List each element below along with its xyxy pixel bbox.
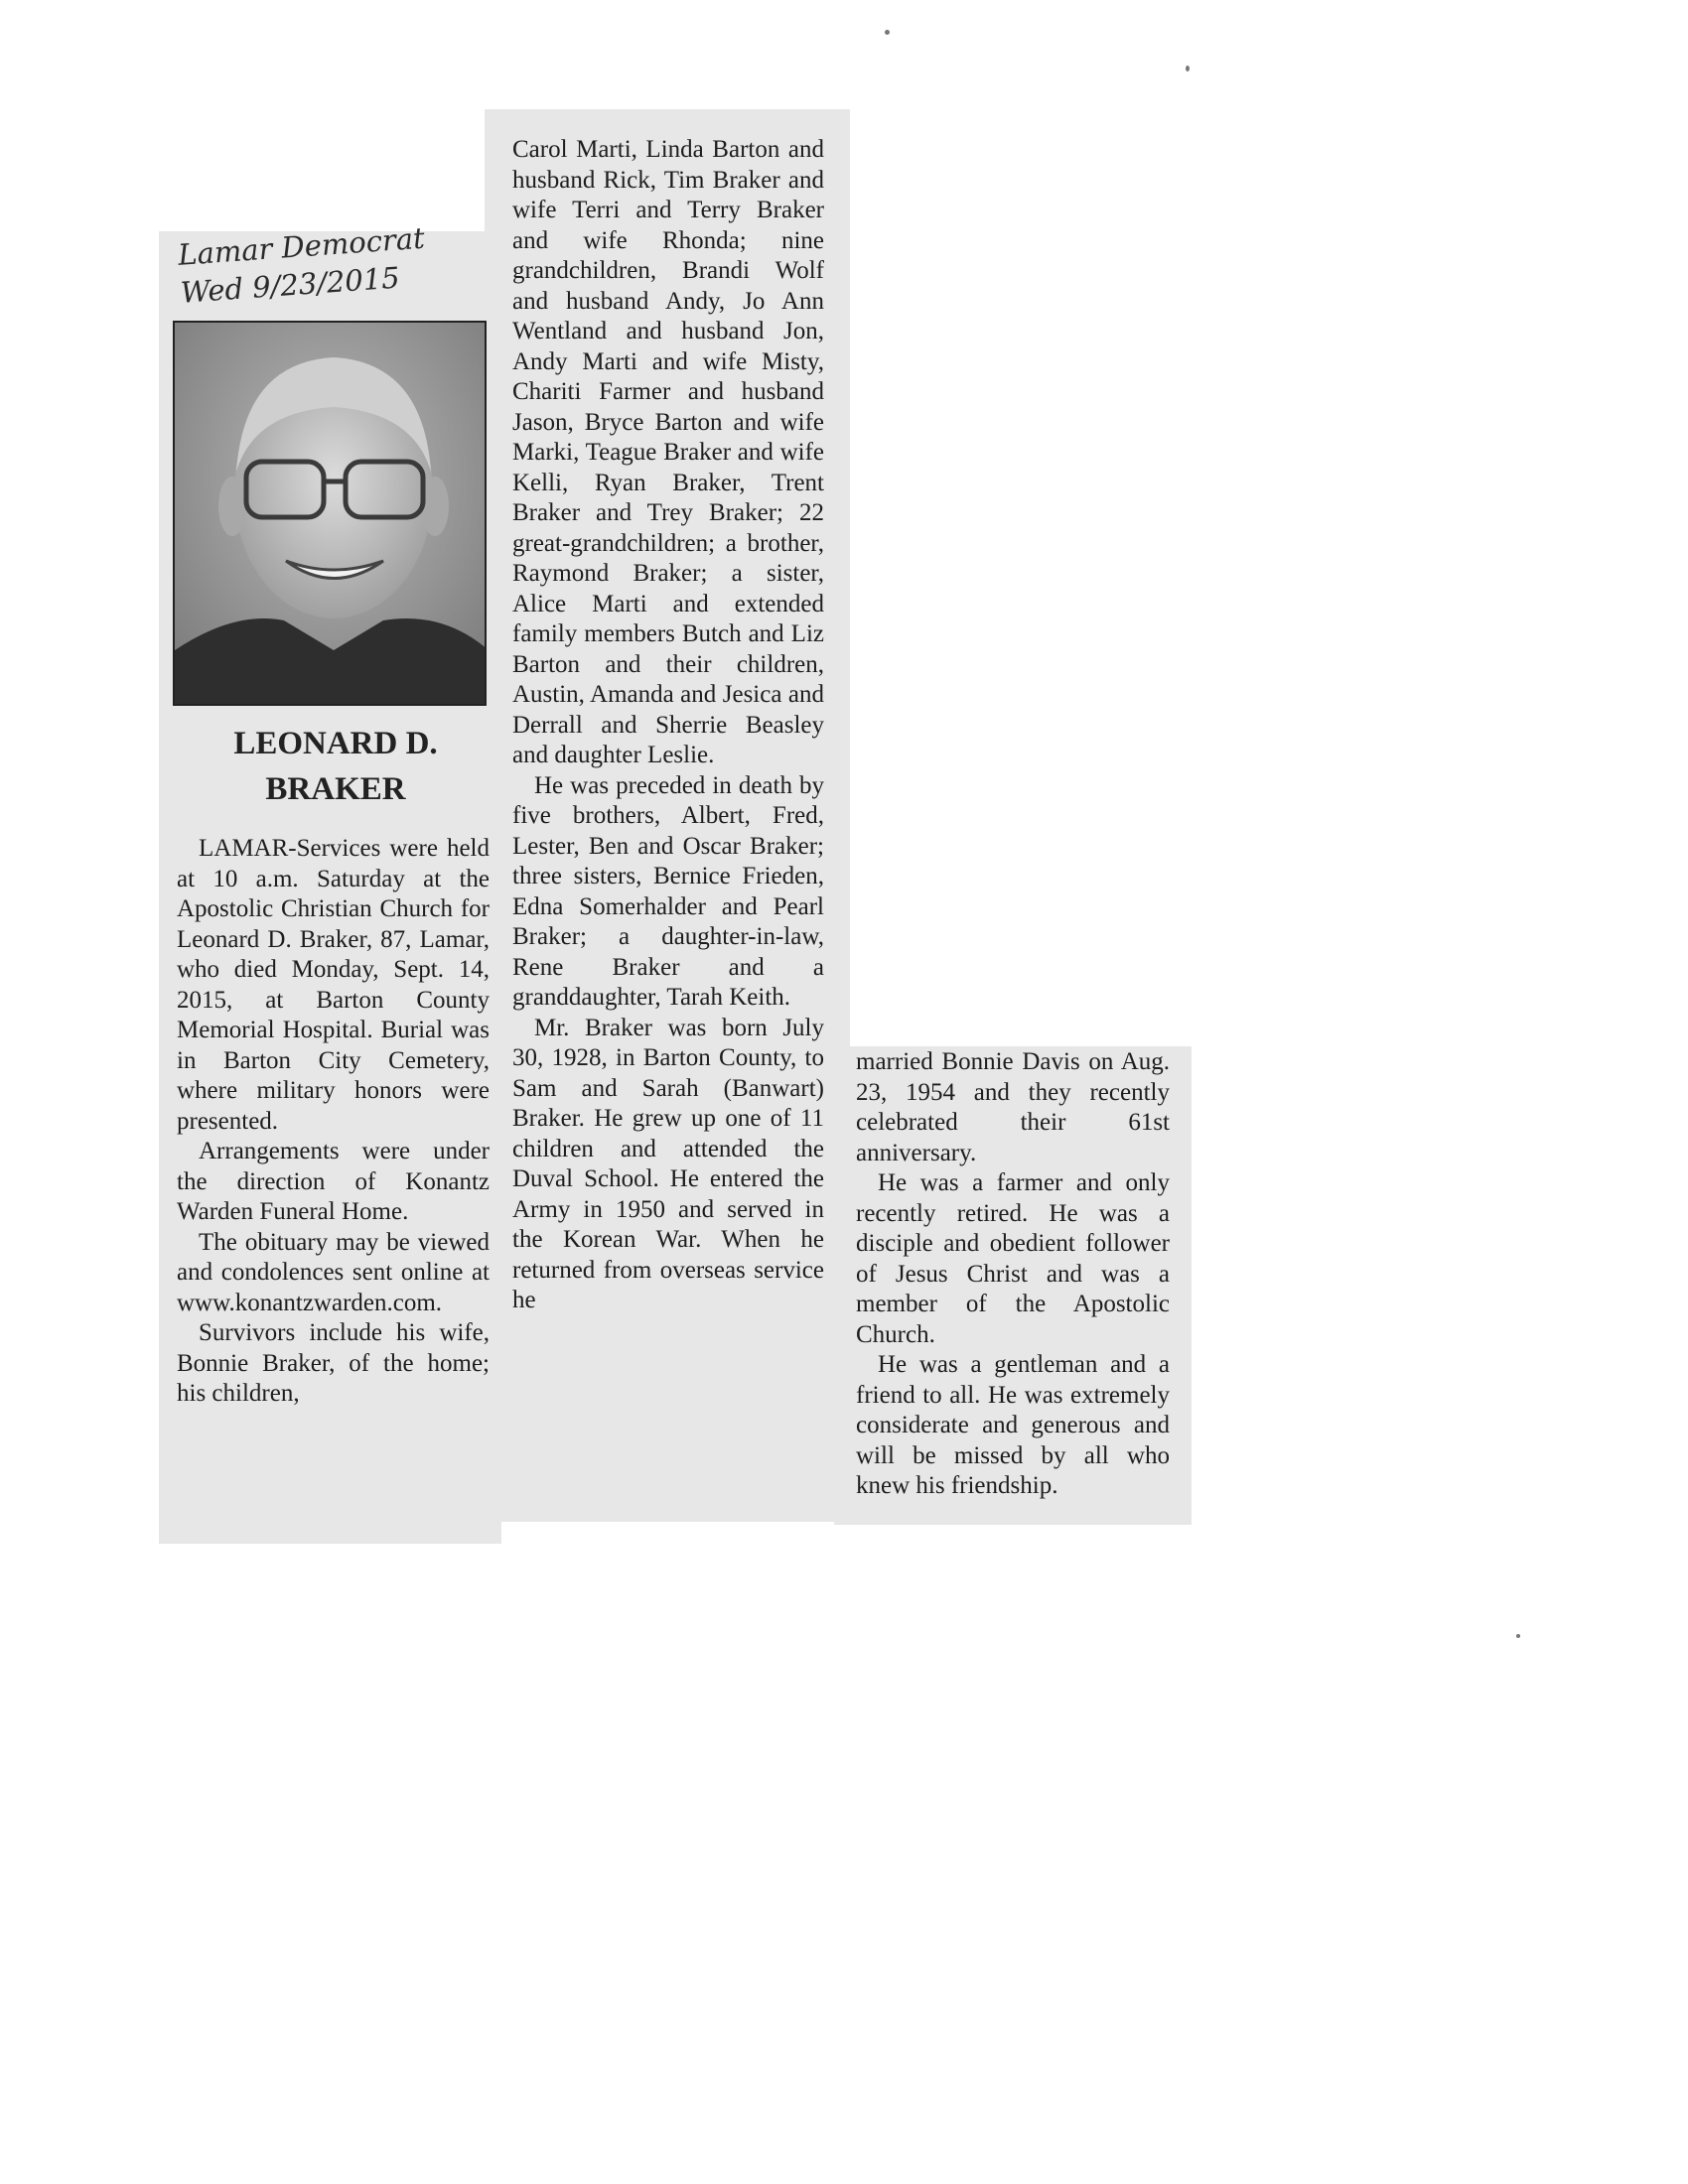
name-line: LEONARD D. [233,726,438,761]
paragraph: Carol Marti, Linda Barton and husband Rick, Tim Braker and wife Terri and Terry Braker and wife Rhonda; nine grandchildren, Brandi Wolf and husband Andy, Jo Ann Wentland and husband Jon, Andy Marti and wife Misty, Chariti Farmer and husband Jason, Bryce Barton and wife Marki, Teague Braker and wife Kelli, Ryan Braker, Trent Braker and Trey Braker; 22 great-grandchildren; a brother, Raymond Braker; a sister, Alice Marti and extended family members Butch and Liz Barton and their children, Austin, Amanda and Jesica and Derrall and Sherrie Beasley and daughter Leslie. [512,136,824,768]
handwritten-note-line: Lamar Democrat [177,220,426,272]
paragraph: Survivors include his wife, Bonnie Braker, of the home; his children, [177,1319,490,1407]
scan-speck [1516,1634,1520,1638]
paragraph: LAMAR-Services were held at 10 a.m. Saturday at the Apostolic Christian Church for Leonard D. Braker, 87, Lamar, who died Monday, Sept. 14, 2015, at Barton County Memorial Hospital. Burial was in Barton City Cemetery, where military honors were presented. [177,835,490,1135]
paragraph: He was a gentleman and a friend to all. He was extremely considerate and generous and will be missed by all who knew his friendship. [856,1351,1170,1499]
paragraph: He was a farmer and only recently retired. He was a disciple and obedient follower of Jesus Christ and was a member of the Apostolic Church. [856,1169,1170,1348]
paragraph: He was preceded in death by five brothers, Albert, Fred, Lester, Ben and Oscar Braker; three sisters, Bernice Frieden, Edna Somerhalder and Pearl Braker; a daughter-in-law, Rene Braker and a granddaughter, Tarah Keith. [512,771,824,1011]
handwritten-note-line: Wed 9/23/2015 [179,260,401,310]
name-line: BRAKER [265,771,406,807]
paragraph: Arrangements were under the direction of Konantz Warden Funeral Home. [177,1138,490,1225]
column-3 [856,1047,1170,1502]
scan-speck [1186,66,1190,71]
paragraph: married Bonnie Davis on Aug. 23, 1954 and they recently celebrated their 61st anniversary. [856,1048,1170,1166]
obituary-name [162,721,509,812]
column-1 [177,834,490,1410]
portrait-image [175,323,487,706]
scan-speck [885,30,890,35]
portrait-photo [173,321,487,706]
column-2 [512,135,824,1316]
paragraph: Mr. Braker was born July 30, 1928, in Barton County, to Sam and Sarah (Banwart) Braker. He grew up one of 11 children and attended the Duval School. He entered the Army in 1950 and served in the Korean War. When he returned from overseas service he [512,1014,824,1313]
paragraph: The obituary may be viewed and condolences sent online at www.konantzwarden.com. [177,1228,490,1316]
